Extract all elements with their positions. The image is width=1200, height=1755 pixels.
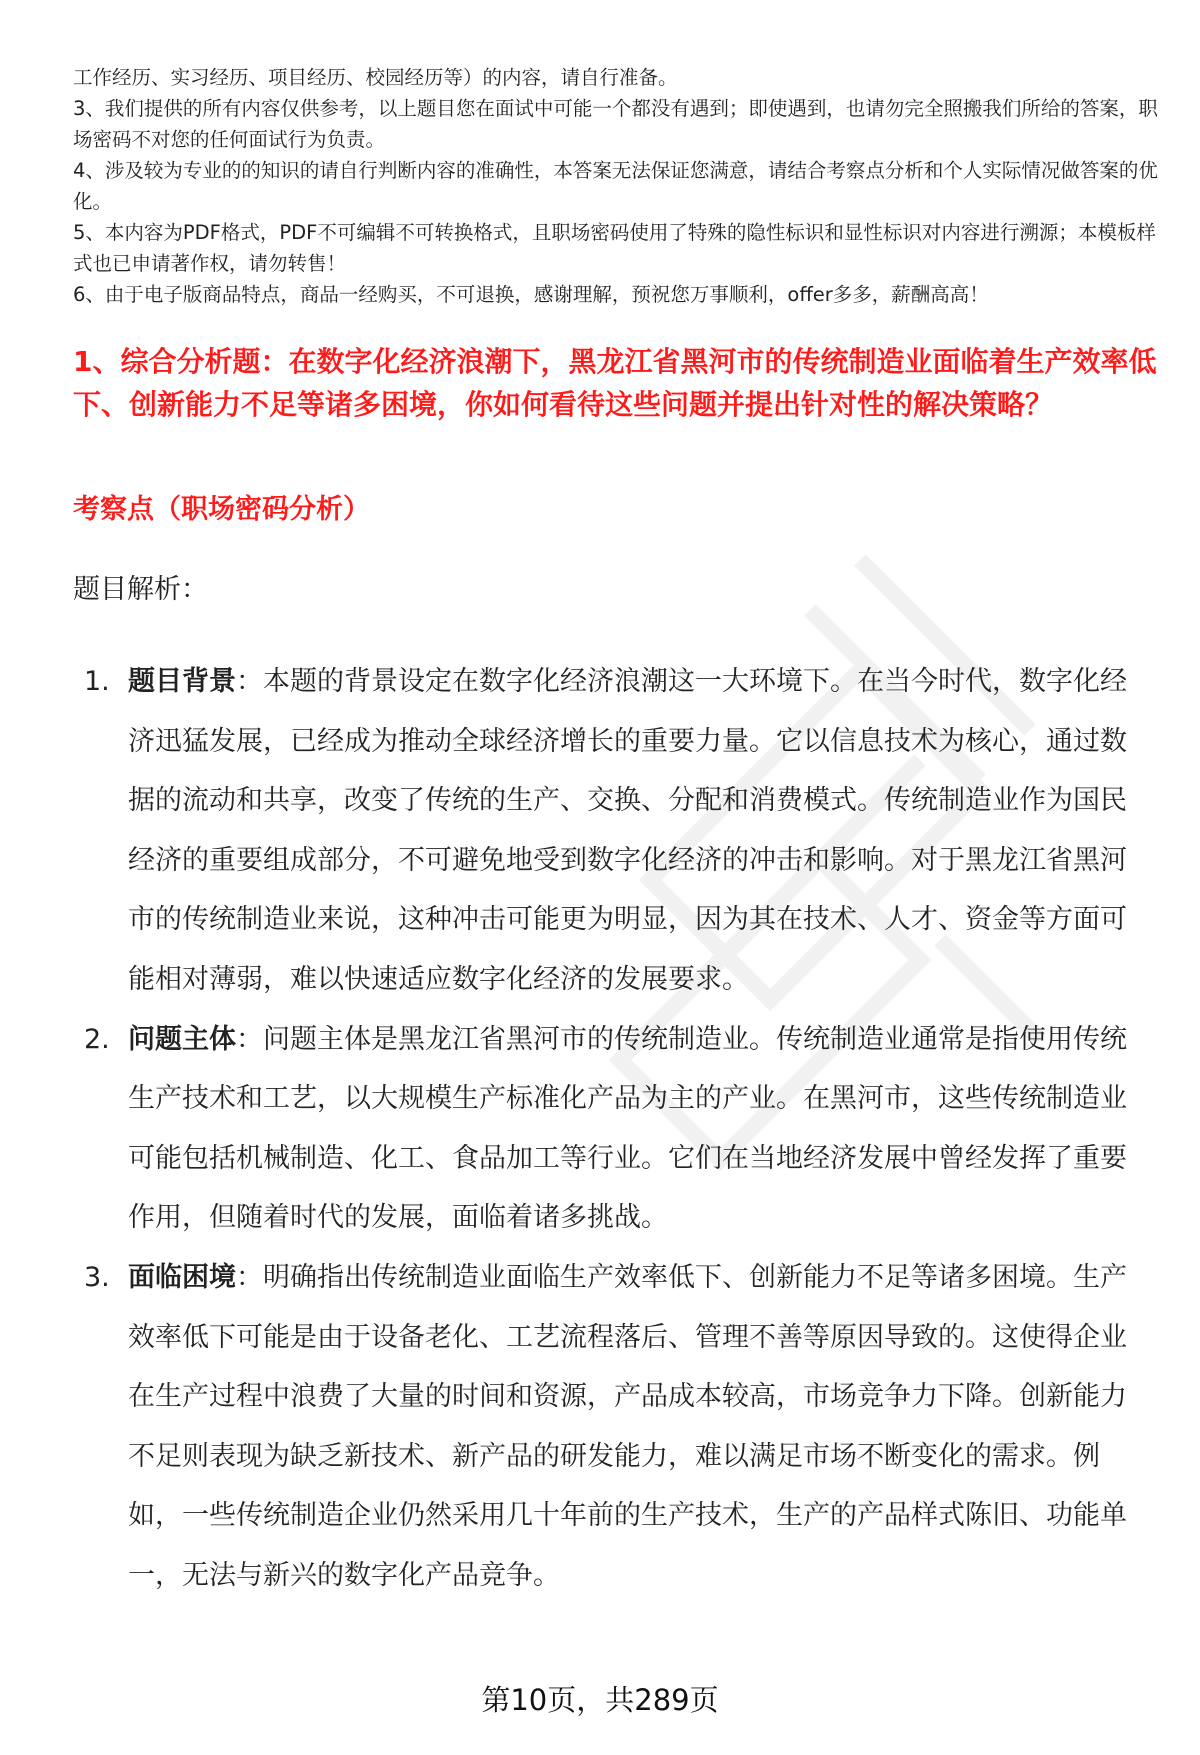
list-number: 2.	[84, 1023, 110, 1055]
list-text: ：问题主体是黑龙江省黑河市的传统制造业。传统制造业通常是指使用传统生产技术和工艺，以大规模生产标准化产品为主的产业。在黑河市，这些传统制造业可能包括机械制造、化工、食品加工等行业。它们在当地经济发展中曾经发挥了重要作用，但随着时代的发展，面临着诸多挑战。	[128, 1023, 1127, 1234]
list-item	[84, 652, 1148, 1010]
page-number: 第10页，共289页	[481, 1683, 719, 1717]
list-term: 题目背景	[128, 666, 236, 697]
key-points-heading: 考察点（职场密码分析）	[73, 494, 370, 525]
note-line: 4、涉及较为专业的的知识的请自行判断内容的准确性，本答案无法保证您满意，请结合考察点分析和个人实际情况做答案的优化。	[73, 159, 1158, 213]
list-term: 面临困境	[128, 1261, 236, 1293]
list-text: ：明确指出传统制造业面临生产效率低下、创新能力不足等诸多困境。生产效率低下可能是由于设备老化、工艺流程落后、管理不善等原因导致的。这使得企业在生产过程中浪费了大量的时间和资源，产品成本较高，市场竞争力下降。创新能力不足则表现为缺乏新技术、新产品的研发能力，难以满足市场不断变化的需求。例如，一些传统制造企业仍然采用几十年前的生产技术，生产的产品样式陈旧、功能单一，无法与新兴的数字化产品竞争。	[128, 1261, 1127, 1591]
analysis-label: 题目解析：	[73, 574, 208, 605]
list-number: 3.	[84, 1261, 110, 1293]
list-number: 1.	[84, 666, 110, 697]
note-line: 工作经历、实习经历、项目经历、校园经历等）的内容，请自行准备。	[73, 66, 678, 89]
note-line: 6、由于电子版商品特点，商品一经购买，不可退换，感谢理解，预祝您万事顺利，offer多多，薪酬高高！	[73, 283, 989, 306]
list-term: 问题主体	[128, 1023, 236, 1055]
list-item	[84, 1248, 1148, 1606]
note-line: 3、我们提供的所有内容仅供参考，以上题目您在面试中可能一个都没有遇到；即使遇到，也请勿完全照搬我们所给的答案，职场密码不对您的任何面试行为负责。	[73, 97, 1158, 151]
analysis-list	[84, 652, 1148, 1606]
notes-section	[73, 62, 1163, 310]
question-title: 1、综合分析题：在数字化经济浪潮下，黑龙江省黑河市的传统制造业面临着生产效率低下、创新能力不足等诸多困境，你如何看待这些问题并提出针对性的解决策略？	[73, 345, 1157, 421]
list-text: ：本题的背景设定在数字化经济浪潮这一大环境下。在当今时代，数字化经济迅猛发展，已经成为推动全球经济增长的重要力量。它以信息技术为核心，通过数据的流动和共享，改变了传统的生产、交换、分配和消费模式。传统制造业作为国民经济的重要组成部分，不可避免地受到数字化经济的冲击和影响。对于黑龙江省黑河市的传统制造业来说，这种冲击可能更为明显，因为其在技术、人才、资金等方面可能相对薄弱，难以快速适应数字化经济的发展要求。	[128, 666, 1127, 995]
note-line: 5、本内容为PDF格式，PDF不可编辑不可转换格式，且职场密码使用了特殊的隐性标识和显性标识对内容进行溯源；本模板样式也已申请著作权，请勿转售！	[73, 221, 1156, 275]
list-item	[84, 1010, 1148, 1248]
